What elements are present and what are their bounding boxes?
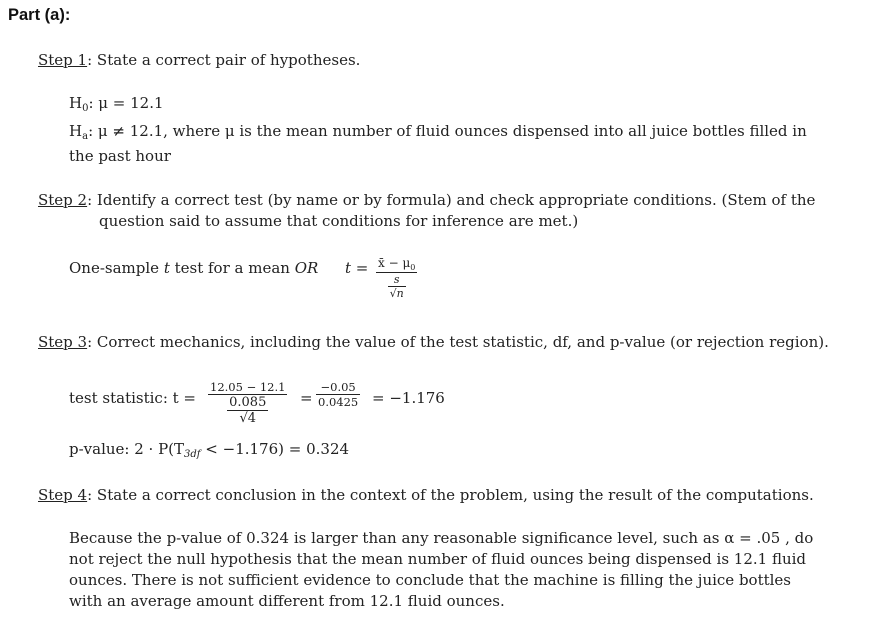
equals-sign: =	[300, 389, 313, 407]
frac1-inner-num: 0.085	[229, 395, 267, 410]
h0-subscript: 0	[82, 103, 89, 114]
t-formula-denominator	[376, 273, 417, 300]
ha-subscript: a	[82, 131, 89, 142]
alt-hypothesis	[69, 121, 807, 147]
frac2-numerator: −0.05	[316, 380, 360, 395]
conclusion-line-1: Because the p-value of 0.324 is larger than any reasonable significance level, such as α = .05 , do	[69, 529, 814, 547]
test-stat-result: = −1.176	[372, 389, 445, 407]
frac1-numerator: 12.05 − 12.1	[210, 380, 286, 394]
t-equals-label: t =	[345, 259, 369, 277]
h0-statement: : μ = 12.1	[88, 94, 164, 112]
step1-text: : State a correct pair of hypotheses.	[87, 51, 361, 69]
step1-label: Step 1	[38, 51, 88, 69]
test-stat-fraction-2	[316, 380, 360, 409]
ha-letter: H	[69, 122, 83, 140]
or-word: OR	[294, 259, 319, 277]
step3-text: : Correct mechanics, including the value of the test statistic, df, and p-value (or rejection region).	[87, 333, 829, 351]
t-formula-num-text: x̄ − μ	[378, 256, 411, 270]
t-formula-numerator	[376, 256, 417, 273]
part-title: Part (a):	[8, 6, 71, 24]
conclusion-line-3: ounces. There is not sufficient evidence to conclude that the machine is filling the juice bottles	[69, 571, 792, 589]
t-equals	[345, 258, 368, 279]
frac1-inner	[227, 395, 268, 426]
p-value-line	[69, 439, 349, 465]
step1-heading	[38, 50, 360, 71]
t-formula-s: s	[388, 273, 406, 287]
frac1-denominator	[208, 395, 287, 426]
step3-label: Step 3	[38, 333, 88, 351]
step3-heading	[38, 332, 829, 353]
ha-statement: : μ ≠ 12.1, where μ is the mean number of fluid ounces dispensed into all juice bottles filled in	[88, 122, 807, 140]
frac2-denominator: 0.0425	[318, 395, 359, 409]
t-formula-fraction	[376, 256, 417, 300]
conclusion-line-2: not reject the null hypothesis that the mean number of fluid ounces being dispensed is 12.1 fluid	[69, 550, 807, 568]
t-formula-sqrt-n: √n	[389, 287, 404, 300]
frac1-inner-den: √4	[239, 411, 257, 426]
step4-text: : State a correct conclusion in the context of the problem, using the result of the computations.	[87, 486, 814, 504]
test-stat-fraction-1	[208, 380, 287, 426]
t-formula-inner	[388, 273, 406, 300]
step4-heading	[38, 485, 814, 506]
test-stat-label: test statistic: t =	[69, 389, 197, 407]
test-t: t	[163, 259, 170, 277]
p-value-df: 3df	[184, 449, 201, 460]
step2-heading	[38, 190, 815, 211]
null-hypothesis	[69, 93, 164, 119]
p-value-text: p-value: 2 · P(T	[69, 440, 185, 458]
step2-text-cont: question said to assume that conditions for inference are met.)	[99, 212, 579, 230]
frac1	[208, 380, 287, 426]
step4-label: Step 4	[38, 486, 88, 504]
alt-hypothesis-cont: the past hour	[69, 147, 171, 165]
test-name	[69, 258, 318, 279]
test-prefix: One-sample	[69, 259, 164, 277]
h0-letter: H	[69, 94, 83, 112]
p-value-rest: < −1.176) = 0.324	[200, 440, 350, 458]
frac2	[316, 380, 360, 409]
t-formula	[376, 256, 417, 300]
t-formula-num-sub: 0	[410, 263, 416, 272]
step2-label: Step 2	[38, 191, 88, 209]
step2-text: : Identify a correct test (by name or by formula) and check appropriate conditions. (Stem of the	[87, 191, 816, 209]
conclusion-line-4: with an average amount different from 12.1 fluid ounces.	[69, 592, 505, 610]
test-suffix: test for a mean	[169, 259, 295, 277]
